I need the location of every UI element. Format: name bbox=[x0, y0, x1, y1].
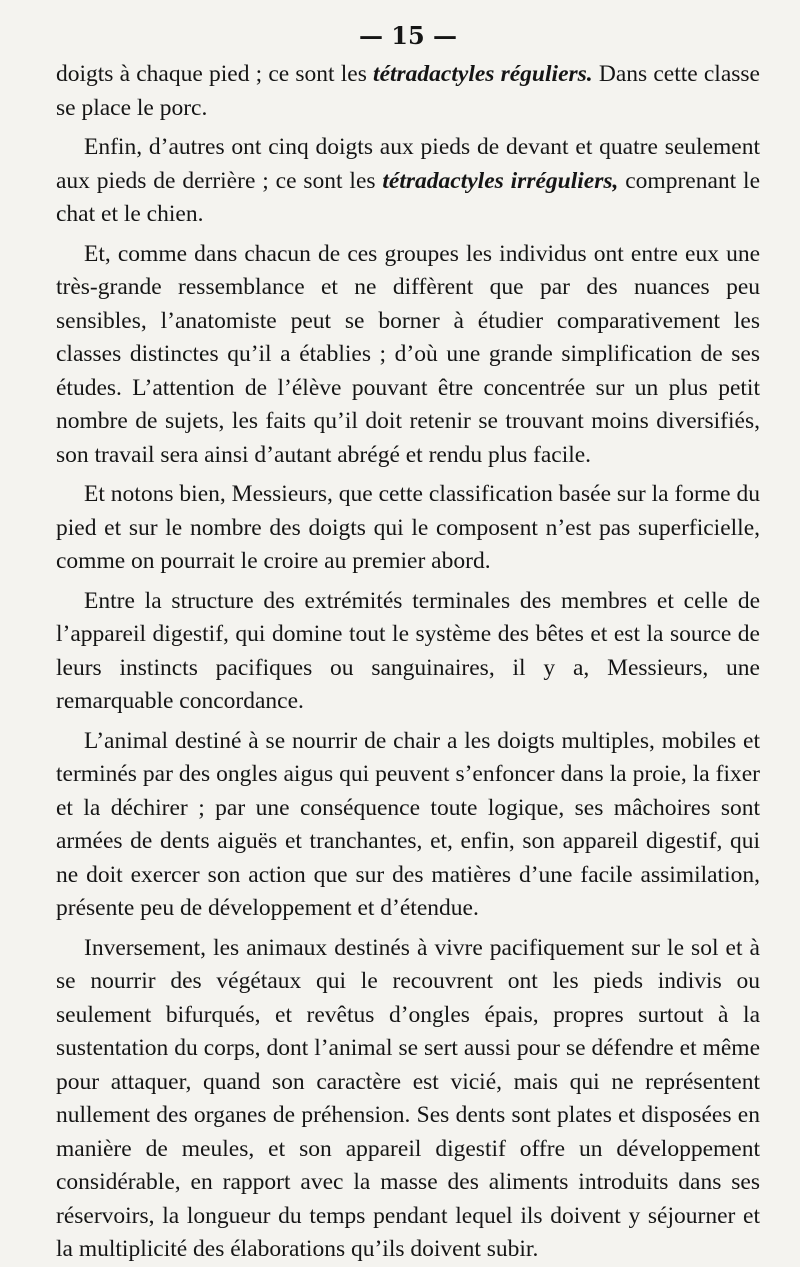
text-run: Et, comme dans chacun de ces groupes les individus ont entre eux une très-grande ressemblance et ne diffèrent que par des nuances peu sensibles, l’anatomiste peut se borner à étudier comparativement les classes distinctes qu’il a établies ; d’où une grande simplification de ses études. L’attention de l’élève pouvant être concentrée sur un plus petit nombre de sujets, les faits qu’il doit retenir se trouvant moins diversifiés, son travail sera ainsi d’autant abrégé et rendu plus facile. bbox=[56, 240, 760, 468]
paragraph bbox=[56, 725, 760, 926]
text-run: Enfin, d’autres ont cinq doigts aux pieds de devant et quatre seulement aux pieds de derrière ; ce sont les bbox=[56, 134, 760, 194]
emphasized-text: tétradactyles irréguliers, bbox=[382, 167, 619, 194]
text-run: Inversement, les animaux destinés à vivre pacifiquement sur le sol et à se nourrir des végétaux qui le recouvrent ont les pieds indivis ou seulement bifurqués, et revêtus d’ongles épais, propres surtout à la sustentation du corps, dont l’animal se sert aussi pour se défendre et même pour attaquer, quand son caractère est vicié, mais qui ne représentent nullement des organes de préhension. Ses dents sont plates et disposées en manière de meules, et son appareil digestif offre un développement considérable, en rapport avec la masse des aliments introduits dans ses réservoirs, la longueur du temps pendant lequel ils doivent y séjourner et la multiplicité des élaborations qu’ils doivent subir. bbox=[56, 934, 760, 1262]
paragraph bbox=[56, 58, 760, 125]
text-run: comprenant le chat et le chien. bbox=[56, 167, 760, 227]
emphasized-text: tétradactyles réguliers. bbox=[373, 61, 593, 87]
paragraph bbox=[56, 932, 760, 1267]
text-run: doigts à chaque pied ; ce sont les bbox=[56, 61, 374, 87]
text-run: Entre la structure des extrémités terminales des membres et celle de l’appareil digestif, qui domine tout le système des bêtes et est la source de leurs instincts pacifiques ou sanguinaires, il y a, Messieurs, une remarquable concordance. bbox=[56, 587, 760, 714]
text-run: Et notons bien, Messieurs, que cette classification basée sur la forme du pied et sur le nombre des doigts qui le composent n’est pas superficielle, comme on pourrait le croire au premier abord. bbox=[56, 481, 760, 574]
page-number: — 15 — bbox=[358, 21, 458, 50]
text-run: Dans cette classe se place le porc. bbox=[56, 61, 760, 121]
paragraph bbox=[56, 238, 760, 473]
paragraph bbox=[56, 131, 760, 232]
paragraph bbox=[56, 585, 760, 719]
text-run: L’animal destiné à se nourrir de chair a les doigts multiples, mobiles et terminés par des ongles aigus qui peuvent s’enfoncer dans la proie, la fixer et la déchirer ; par une conséquence toute logique, ses mâchoires sont armées de dents aiguës et tranchantes, et, enfin, son appareil digestif, qui ne doit exercer son action que sur des matières d’une facile assimilation, présente peu de développement et d’étendue. bbox=[56, 727, 760, 921]
body-text bbox=[56, 58, 760, 1267]
paragraph bbox=[56, 478, 760, 579]
